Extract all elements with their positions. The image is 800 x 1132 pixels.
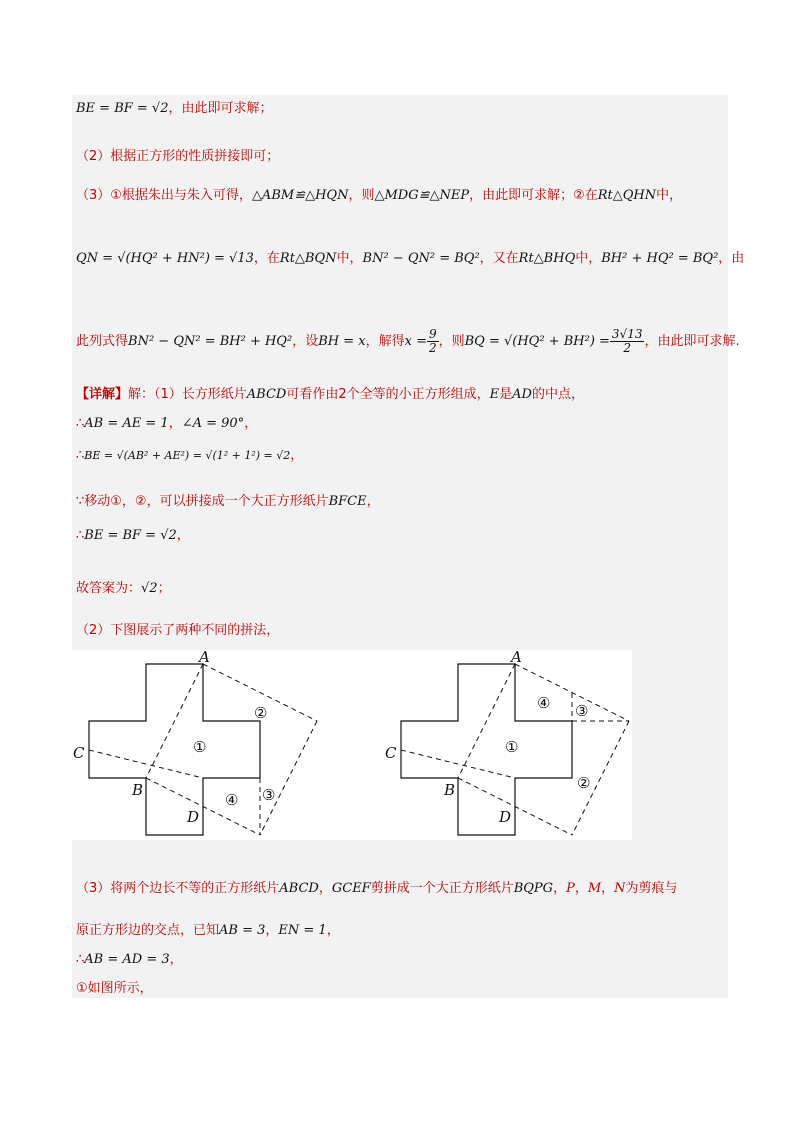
text-line-3: （3）①根据朱出与朱入可得，△ABM≌△HQN，则△MDG≌△NEP，由此即可求解；②在Rt△QHN中， [76,188,683,203]
right-label-d: D [499,808,512,826]
text-line-15: ∴AB = AD = 3， [76,952,183,967]
right-label-c: C [385,744,397,762]
diagram-svg [72,650,632,840]
right-label-a: A [511,650,522,666]
fraction-bq: $\frac{3√13}{2}$ [611,327,643,355]
right-piece-3: ③ [575,702,589,720]
right-piece-1: ① [505,738,519,756]
left-label-c: C [73,744,85,762]
right-label-b: B [444,781,456,799]
text-line-10: ∴BE = BF = √2， [76,528,190,543]
text-line-14: 原正方形边的交点，已知AB = 3，EN = 1， [76,923,340,938]
left-cut-c [89,750,203,778]
text-line-2: （2）根据正方形的性质拼接即可； [76,149,280,164]
right-cut-ab [458,664,515,778]
text-line-12: （2）下图展示了两种不同的拼法， [76,623,280,638]
left-piece-4: ④ [225,791,239,809]
left-piece-3: ③ [262,786,276,804]
left-cut-ab [146,664,203,778]
text-line-6: 【详解】解：（1）长方形纸片ABCD可看作由2个全等的小正方形组成，E是AD的中点， [76,387,584,402]
text-line-9: ∵移动①，②，可以拼接成一个大正方形纸片BFCE， [76,494,380,509]
text-line-1: BE = BF = √2，由此即可求解； [76,101,273,116]
text-line-7: ∴AB = AE = 1，∠A = 90°， [76,416,258,431]
text-line-11: 故答案为：√2； [76,581,171,596]
right-piece-2: ② [577,774,591,792]
right-labels [385,650,590,826]
left-labels [73,650,275,826]
content-panel [72,95,728,998]
text-line-16: ①如图所示， [76,981,153,996]
left-label-d: D [187,808,200,826]
text-line-5: 此列式得BN² − QN² = BH² + HQ²，设BH = x，解得x = $\frac{9}{2}$ ，则BQ = √(HQ² + BH²) = $\frac{3√13}{2}$ ，由此即可求解. [76,327,740,355]
left-piece-1: ① [193,738,207,756]
left-label-a: A [199,650,210,666]
left-piece-2: ② [254,704,268,722]
right-cut-c [401,750,515,778]
fraction-x: $\frac{9}{2}$ [428,327,437,355]
text-line-8: ∴BE = √(AB² + AE²) = √(1² + 1²) = √2， [76,448,304,463]
cross-puzzle-diagrams [72,650,632,840]
detail-tag: 【详解】 [76,387,129,402]
right-piece-4: ④ [537,694,551,712]
right-cross-outline [401,664,572,835]
text-line-13: （3）将两个边长不等的正方形纸片ABCD，GCEF剪拼成一个大正方形纸片BQPG，P，M，N为剪痕与 [76,881,678,896]
text-line-4: QN = √(HQ² + HN²) = √13，在Rt△BQN中，BN² − QN² = BQ²，又在Rt△BHQ中，BH² + HQ² = BQ²，由 [76,251,745,266]
left-label-b: B [132,781,144,799]
left-cut-right [260,721,317,835]
left-cross-outline [89,664,260,835]
math-be-bf: BE = BF = √2 [76,101,169,116]
